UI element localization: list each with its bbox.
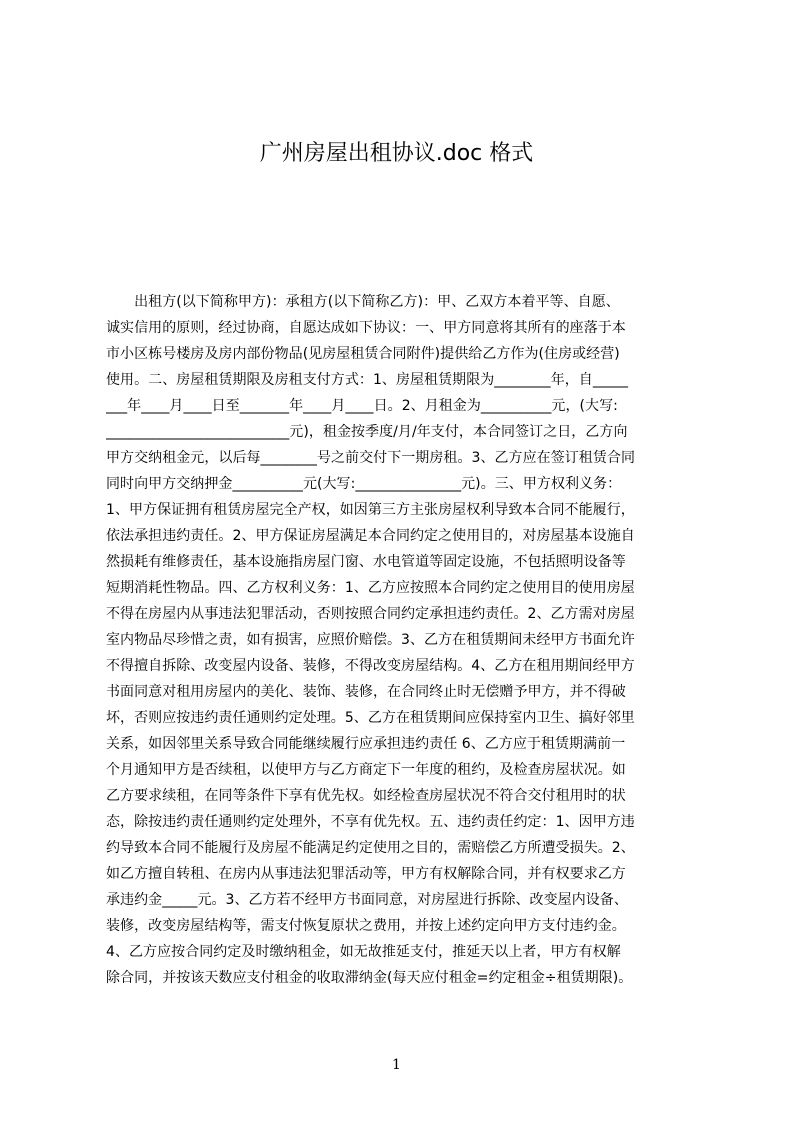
- body-line: 不得在房屋内从事违法犯罪活动，否则按照合同约定承担违约责任。2、乙方需对房屋: [106, 606, 635, 622]
- body-line: 装修，改变房屋结构等，需支付恢复原状之费用，并按上述约定向甲方支付违约金。: [106, 918, 626, 934]
- body-line: 不得擅自拆除、改变屋内设备、装修，不得改变房屋结构。4、乙方在租用期间经甲方: [106, 658, 635, 674]
- body-line: 如乙方擅自转租、在房内从事违法犯罪活动等，甲方有权解除合同，并有权要求乙方: [106, 866, 626, 882]
- body-line: 甲方交纳租金元，以后每________号之前交付下一期房租。3、乙方应在签订租赁合同: [106, 450, 636, 466]
- page-number: 1: [392, 1057, 401, 1073]
- body-line: 态，除按违约责任通则约定处理外，不享有优先权。五、违约责任约定：1、因甲方违: [106, 814, 635, 830]
- body-line: 短期消耗性物品。四、乙方权利义务：1、乙方应按照本合同约定之使用目的使用房屋: [106, 580, 635, 596]
- body-line: 坏，否则应按违约责任通则约定处理。5、乙方在租赁期间应保持室内卫生、搞好邻里: [106, 710, 635, 726]
- body-line: 同时向甲方交纳押金__________元(大写:_______________元)。三、甲方权利义务：: [106, 476, 622, 492]
- body-line: 个月通知甲方是否续租，以使甲方与乙方商定下一年度的租约，及检查房屋状况。如: [106, 762, 626, 778]
- body-line: 依法承担违约责任。2、甲方保证房屋满足本合同约定之使用目的，对房屋基本设施自: [106, 528, 635, 544]
- document-title: 广州房屋出租协议.doc 格式: [259, 141, 534, 166]
- body-line: 室内物品尽珍惜之责，如有损害，应照价赔偿。3、乙方在租赁期间未经甲方书面允许: [106, 632, 635, 648]
- body-line: 使用。二、房屋租赁期限及房租支付方式：1、房屋租赁期限为________年，自_____: [106, 372, 629, 388]
- body-line: 书面同意对租用房屋内的美化、装饰、装修，在合同终止时无偿赠予甲方，并不得破: [106, 684, 626, 700]
- body-line: 乙方要求续租，在同等条件下享有优先权。如经检查房屋状况不符合交付租用时的状: [106, 788, 626, 804]
- body-line: 4、乙方应按合同约定及时缴纳租金，如无故推延支付，推延天以上者，甲方有权解: [106, 944, 621, 960]
- body-line: 关系，如因邻里关系导致合同能继续履行应承担违约责任 6、乙方应于租赁期满前一: [106, 736, 626, 752]
- body-line: 约导致本合同不能履行及房屋不能满足约定使用之目的，需赔偿乙方所遭受损失。2、: [106, 840, 635, 856]
- body-line: 除合同，并按该天数应支付租金的收取滞纳金(每天应付租金=约定租金÷租赁期限)。: [106, 970, 633, 986]
- body-line: 然损耗有维修责任，基本设施指房屋门窗、水电管道等固定设施，不包括照明设备等: [106, 554, 626, 570]
- body-line: __________________________元)，租金按季度/月/年支付，本合同签订之日，乙方向: [106, 424, 628, 440]
- document-body: [106, 289, 696, 1019]
- body-line: 1、甲方保证拥有租赁房屋完全产权，如因第三方主张房屋权利导致本合同不能履行，: [106, 502, 635, 518]
- body-line: 出租方(以下简称甲方)：承租方(以下简称乙方)：甲、乙双方本着平等、自愿、: [106, 294, 620, 310]
- body-line: 诚实信用的原则，经过协商，自愿达成如下协议：一、甲方同意将其所有的座落于本: [106, 320, 626, 336]
- body-line: ___年____月____日至_______年____月____日。2、月租金为__________元，(大写:: [106, 398, 618, 414]
- body-line: 承违约金_____元。3、乙方若不经甲方书面同意，对房屋进行拆除、改变屋内设备、: [106, 892, 628, 908]
- body-line: 市小区栋号楼房及房内部份物品(见房屋租赁合同附件)提供给乙方作为(住房或经营): [106, 346, 620, 362]
